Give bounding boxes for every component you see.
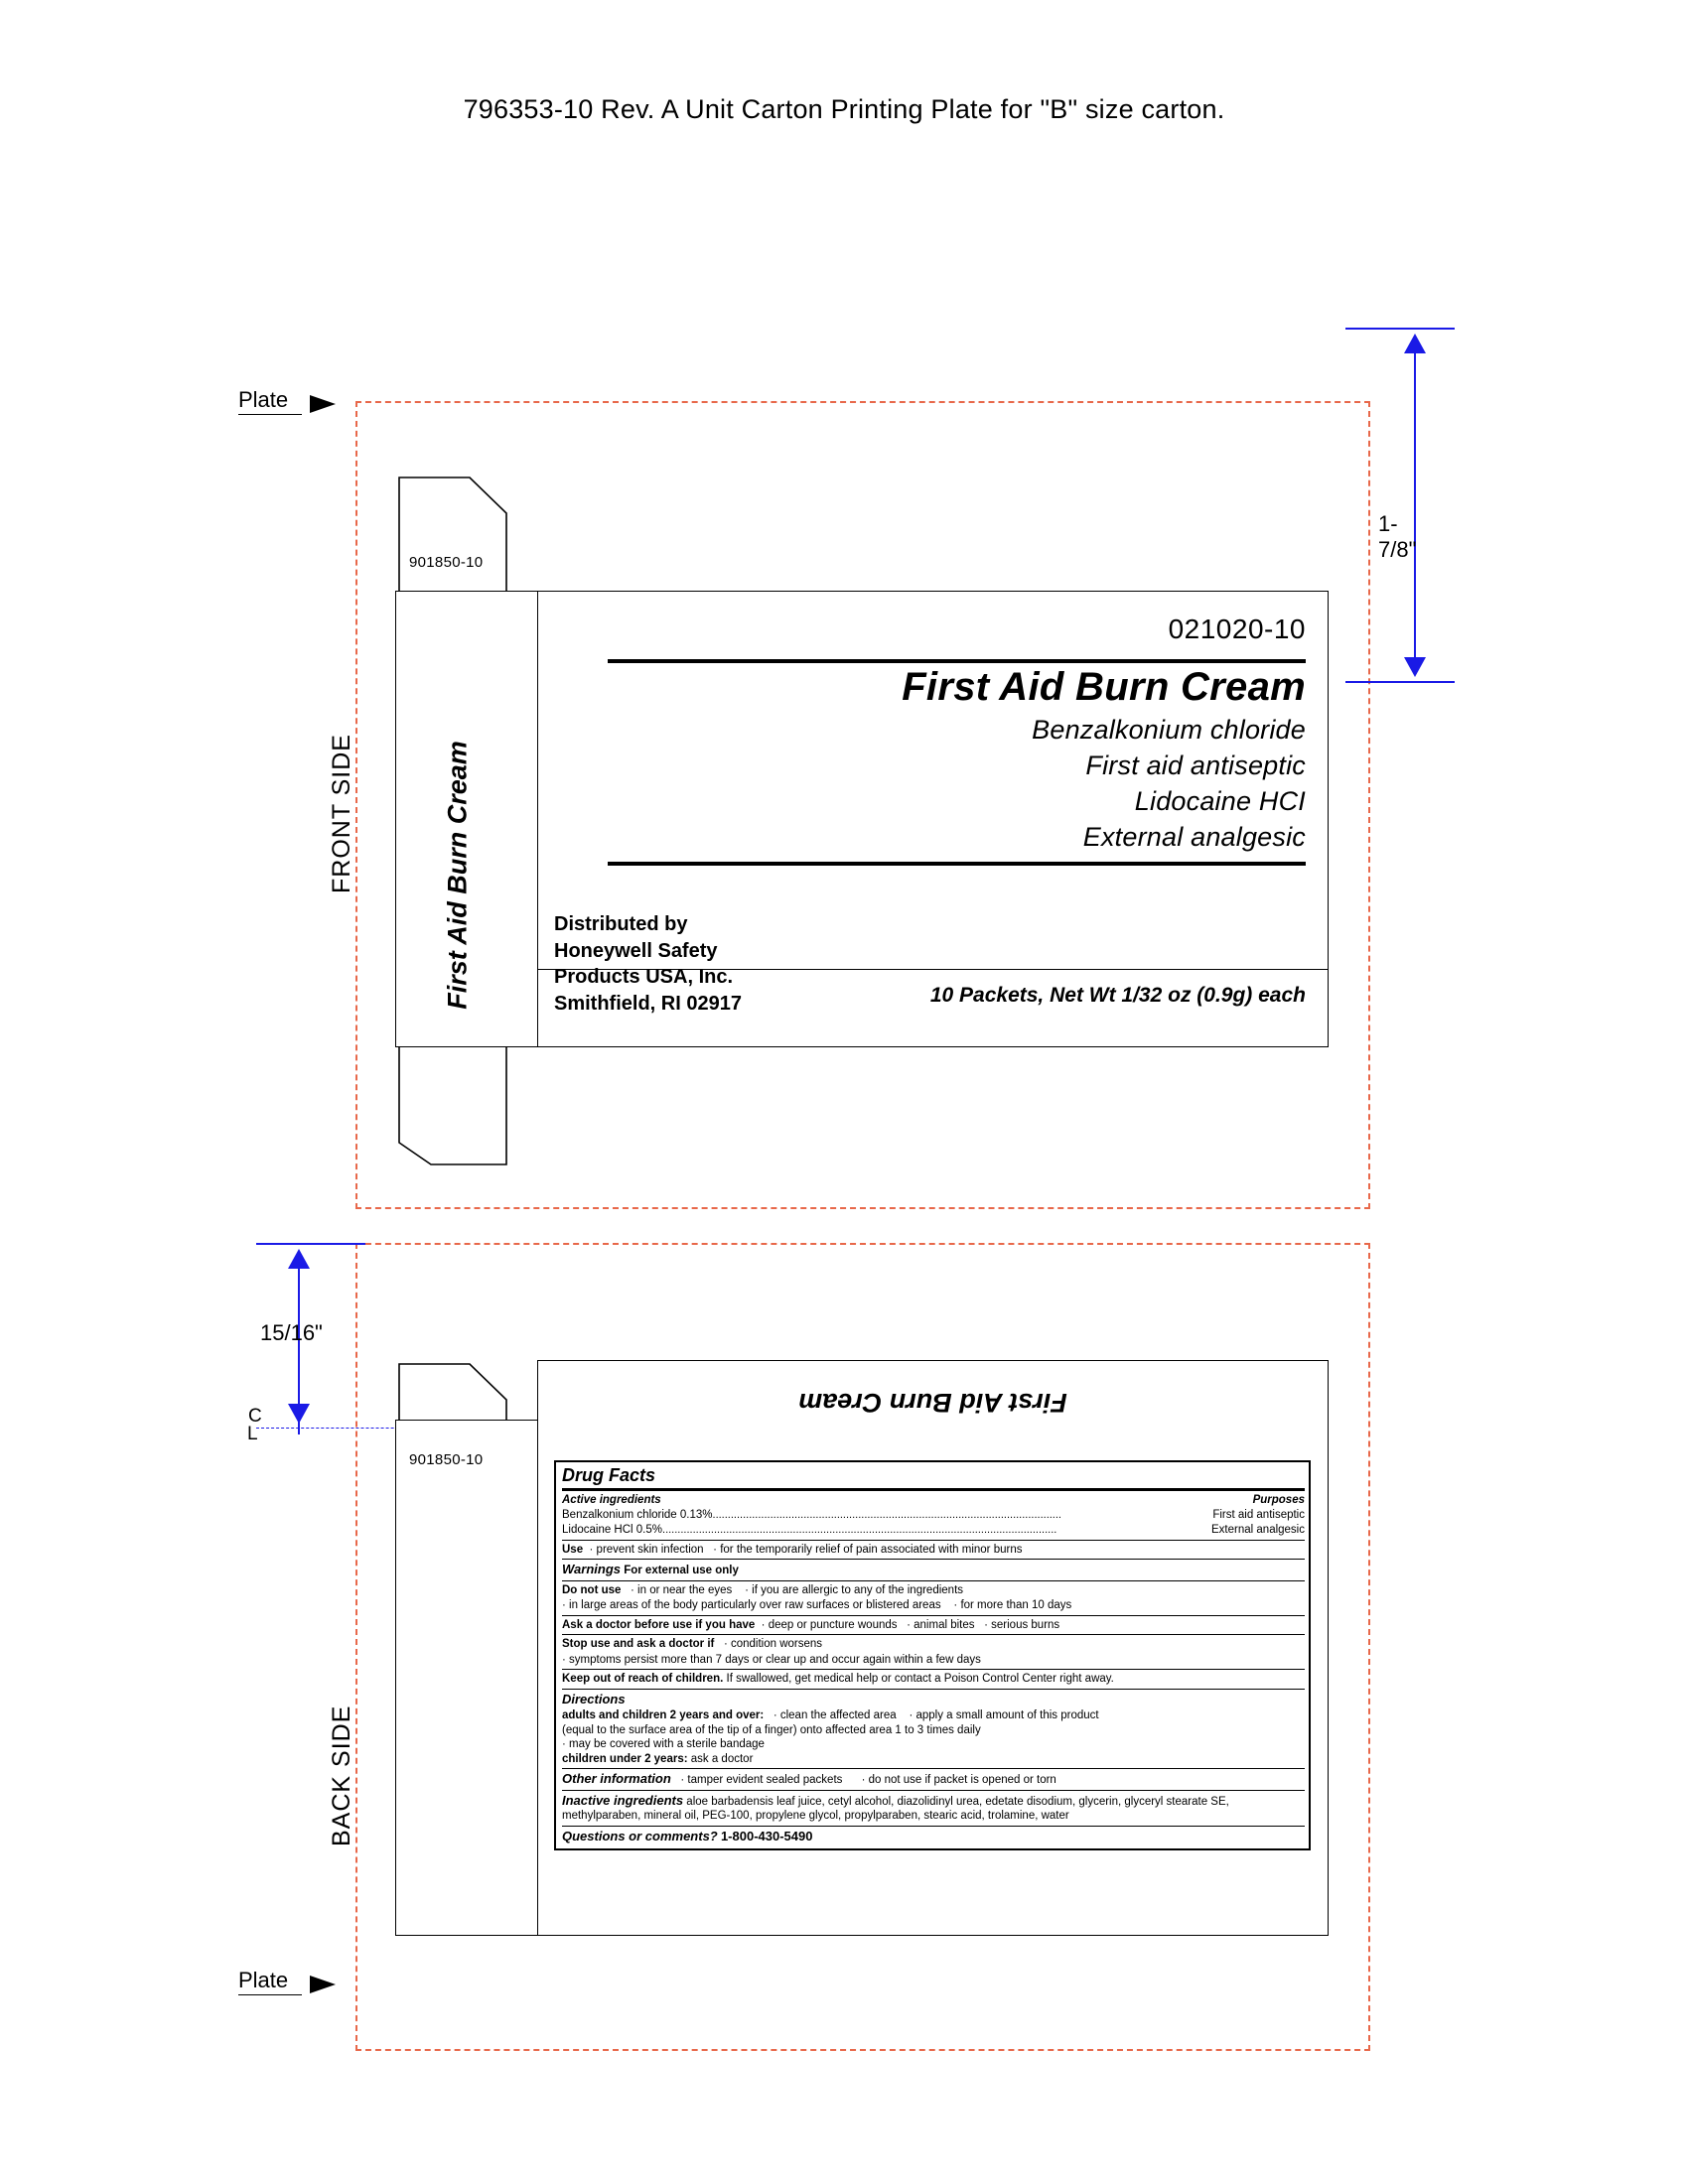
directions-adults-row <box>562 1708 1305 1722</box>
ask-item-3: serious burns <box>991 1618 1060 1631</box>
df-rule-9 <box>562 1768 1305 1769</box>
dir-bullet-1: · clean the affected area <box>767 1709 897 1722</box>
directions-children-row <box>562 1752 1305 1766</box>
questions-section <box>562 1829 1305 1844</box>
use-heading: Use <box>562 1544 584 1556</box>
use-bullet-1: · prevent skin infection <box>586 1544 704 1556</box>
keep-out-heading: Keep out of reach of children. <box>562 1673 724 1686</box>
use-item-2: for the temporarily relief of pain associated with minor burns <box>720 1544 1023 1556</box>
df-rule-1 <box>562 1488 1305 1491</box>
dimension-value-height-2: 15/16" <box>260 1320 323 1345</box>
stop-use-section-cont <box>562 1653 1305 1667</box>
carton-back-panel <box>537 1360 1329 1936</box>
distributed-line-3: Products USA, Inc. <box>554 966 734 989</box>
flap-code-front: 901850-10 <box>409 554 484 571</box>
plate-label-underline <box>238 414 302 415</box>
dim-tick-top <box>1345 328 1455 330</box>
dnu-item-1: in or near the eyes <box>637 1583 733 1596</box>
stop-bullet-1: · condition worsens <box>717 1638 823 1651</box>
rule-bottom <box>608 862 1306 866</box>
side-label-front: FRONT SIDE <box>328 734 355 893</box>
ask-doctor-section <box>562 1618 1305 1632</box>
plate-label-back-text: Plate <box>238 1968 289 1992</box>
panel-divider-line <box>538 969 1328 970</box>
df-rule-5 <box>562 1615 1305 1616</box>
dnu-item-3: in large areas of the body particularly over raw surfaces or blistered areas <box>569 1599 941 1612</box>
product-subtitle-2: First aid antiseptic <box>1085 751 1306 780</box>
questions-heading: Questions or comments? <box>562 1828 718 1843</box>
stop-use-section <box>562 1637 1305 1651</box>
dir-item-1: clean the affected area <box>779 1709 897 1722</box>
distributed-line-2: Honeywell Safety <box>554 939 718 962</box>
carton-spine-front <box>395 591 537 1047</box>
inactive-heading: Inactive ingredients <box>562 1792 684 1808</box>
warnings-sub: For external use only <box>624 1565 739 1577</box>
arrow-down-icon-2 <box>288 1404 310 1424</box>
warnings-header-row <box>562 1562 1305 1577</box>
drug-facts-panel <box>554 1460 1311 1850</box>
other-information-section <box>562 1771 1305 1787</box>
carton-top-flap-back <box>395 1360 537 1420</box>
distributed-line-1: Distributed by <box>554 913 688 935</box>
rule-top <box>608 659 1306 663</box>
questions-phone: 1-800-430-5490 <box>720 1828 813 1843</box>
keep-out-text: If swallowed, get medical help or contact a Poison Control Center right away. <box>726 1673 1114 1686</box>
other-bullet-1: · tamper evident sealed packets <box>673 1774 843 1787</box>
dir-bullet-2: · apply a small amount of this product <box>899 1709 1099 1722</box>
dnu-item-2: if you are allergic to any of the ingredients <box>752 1583 964 1596</box>
product-code: 021020-10 <box>1168 614 1306 644</box>
directions-children-text: ask a doctor <box>690 1752 754 1765</box>
dnu-bullet-2: · if you are allergic to any of the ingredients <box>735 1583 964 1596</box>
dnu-bullet-3: · in large areas of the body particularly over raw surfaces or blistered areas <box>562 1599 941 1612</box>
directions-adults-label: adults and children 2 years and over: <box>562 1709 765 1722</box>
product-subtitle-4: External analgesic <box>1082 822 1306 852</box>
df-rule-7 <box>562 1669 1305 1670</box>
carton-artwork-back <box>395 1360 1329 1976</box>
spine-product-name: First Aid Burn Cream <box>442 741 473 1010</box>
distributed-line-4: Smithfield, RI 02917 <box>554 992 742 1015</box>
do-not-use-section-cont <box>562 1598 1305 1612</box>
carton-top-flap-front <box>395 462 537 591</box>
dnu-bullet-1: · in or near the eyes <box>624 1583 733 1596</box>
upside-down-product-title: First Aid Burn Cream <box>798 1388 1067 1418</box>
stop-item-1: condition worsens <box>731 1638 823 1651</box>
active-row-1 <box>562 1508 1305 1523</box>
arrow-up-icon-2 <box>288 1249 310 1269</box>
active-name-1: Benzalkonium chloride 0.13% <box>562 1509 713 1522</box>
df-rule-4 <box>562 1580 1305 1581</box>
centerline-label: C L <box>247 1406 262 1445</box>
inactive-ingredients-section <box>562 1793 1305 1824</box>
directions-adults-cont: (equal to the surface area of the tip of a finger) onto affected area 1 to 3 times daily <box>562 1723 981 1736</box>
other-info-heading: Other information <box>562 1771 671 1787</box>
arrow-down-icon <box>1404 657 1426 677</box>
ask-bullet-3: · serious burns <box>977 1618 1060 1631</box>
arrow-right-icon-back <box>310 1976 336 1993</box>
df-rule-8 <box>562 1689 1305 1690</box>
use-bullet-2: · for the temporarily relief of pain associated with minor burns <box>706 1544 1023 1556</box>
stop-use-heading: Stop use and ask a doctor if <box>562 1638 715 1651</box>
purposes-heading: Purposes <box>1252 1493 1305 1506</box>
ask-item-2: animal bites <box>914 1618 975 1631</box>
ask-bullet-1: · deep or puncture wounds <box>758 1618 898 1631</box>
dim-vertical-line <box>1414 336 1416 675</box>
active-row-2 <box>562 1523 1305 1538</box>
keep-out-section <box>562 1672 1305 1686</box>
df-rule-6 <box>562 1634 1305 1635</box>
directions-heading: Directions <box>562 1691 626 1706</box>
dnu-item-4: for more than 10 days <box>960 1599 1072 1612</box>
stop-item-2: symptoms persist more than 7 days or clear up and occur again within a few days <box>569 1653 981 1666</box>
ask-bullet-2: · animal bites <box>900 1618 975 1631</box>
side-label-back: BACK SIDE <box>328 1705 355 1846</box>
active-dots-1: ................................................................................................................... <box>712 1509 1061 1522</box>
df-rule-2 <box>562 1540 1305 1541</box>
product-title: First Aid Burn Cream <box>902 665 1306 709</box>
active-purpose-1: First aid antiseptic <box>1212 1509 1305 1522</box>
active-ingredients-header-row <box>562 1493 1305 1507</box>
warnings-heading: Warnings <box>562 1562 621 1577</box>
directions-bandage-row: · may be covered with a sterile bandage <box>562 1738 765 1751</box>
inactive-text: aloe barbadensis leaf juice, cetyl alcohol, diazolidinyl urea, edetate disodium, glycerin, glyceryl stearate SE, methylparaben, mineral oil, PEG-100, propylene glycol, propylparaben, stearic acid, trolamine, water <box>562 1795 1229 1823</box>
directions-heading-row <box>562 1692 1305 1707</box>
stop-bullet-2: · symptoms persist more than 7 days or clear up and occur again within a few days <box>562 1653 981 1666</box>
plate-label-underline-back <box>238 1994 302 1995</box>
carton-front-panel <box>537 591 1329 1047</box>
active-purpose-2: External analgesic <box>1211 1524 1305 1537</box>
dir-item-2: apply a small amount of this product <box>915 1709 1099 1722</box>
use-section <box>562 1543 1305 1557</box>
product-subtitle-1: Benzalkonium chloride <box>1032 715 1306 745</box>
dnu-bullet-4: · for more than 10 days <box>943 1599 1072 1612</box>
arrow-up-icon <box>1404 334 1426 353</box>
ask-doctor-heading: Ask a doctor before use if you have <box>562 1618 756 1631</box>
carton-artwork-front <box>395 462 1329 1166</box>
df-rule-10 <box>562 1790 1305 1791</box>
other-item-1: tamper evident sealed packets <box>687 1774 843 1787</box>
active-ingredients-heading: Active ingredients <box>562 1493 661 1506</box>
flap-code-back: 901850-10 <box>409 1451 484 1468</box>
ask-item-1: deep or puncture wounds <box>768 1618 898 1631</box>
plate-label-front <box>238 387 288 413</box>
carton-spine-back <box>395 1420 537 1936</box>
active-name-2: Lidocaine HCl 0.5% <box>562 1524 663 1537</box>
dim-tick-top-2 <box>256 1243 365 1245</box>
net-weight-statement: 10 Packets, Net Wt 1/32 oz (0.9g) each <box>929 984 1306 1007</box>
df-rule-11 <box>562 1826 1305 1827</box>
plate-label-back <box>238 1968 288 1993</box>
dimension-value-height: 1-7/8" <box>1378 511 1417 562</box>
drug-facts-heading: Drug Facts <box>562 1465 656 1485</box>
do-not-use-section <box>562 1583 1305 1597</box>
dim-tick-bottom <box>1345 681 1455 683</box>
active-dots-2: .................................................................................................................................. <box>662 1524 1057 1537</box>
do-not-use-heading: Do not use <box>562 1583 622 1596</box>
product-subtitle-3: Lidocaine HCI <box>1134 786 1306 816</box>
distributed-by-block <box>554 911 742 1017</box>
page-title: 796353-10 Rev. A Unit Carton Printing Plate for "B" size carton. <box>463 94 1225 124</box>
other-bullet-2: · do not use if packet is opened or torn <box>845 1774 1056 1787</box>
plate-label-front-text: Plate <box>238 387 289 412</box>
use-item-1: prevent skin infection <box>596 1544 704 1556</box>
directions-children-label: children under 2 years: <box>562 1752 688 1765</box>
df-rule-3 <box>562 1559 1305 1560</box>
directions-bandage: may be covered with a sterile bandage <box>569 1738 765 1751</box>
other-item-2: do not use if packet is opened or torn <box>868 1774 1056 1787</box>
arrow-right-icon <box>310 395 336 413</box>
carton-bottom-flap-front <box>395 1047 537 1166</box>
